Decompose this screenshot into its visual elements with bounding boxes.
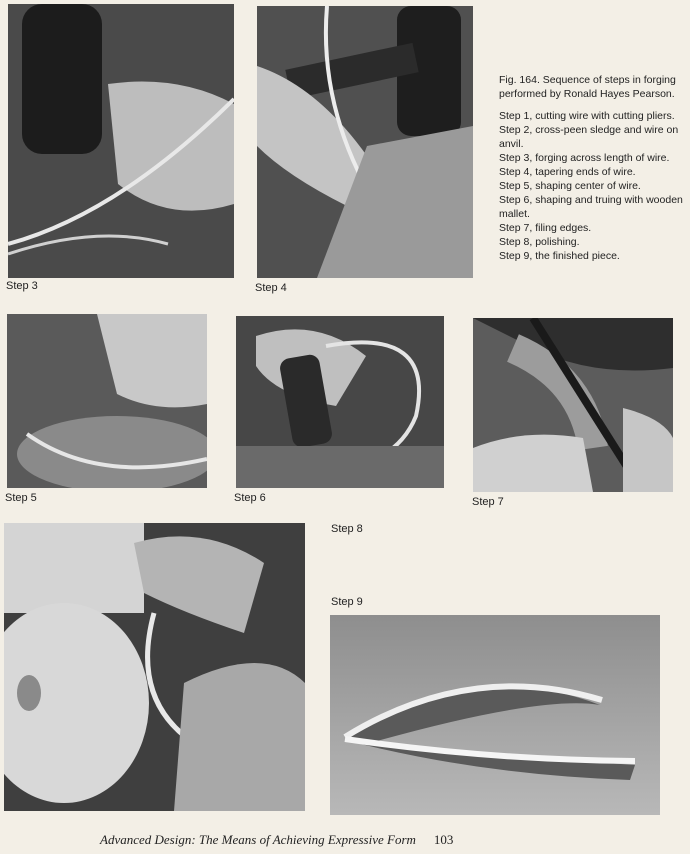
photo-step-9	[330, 615, 660, 815]
label-step-5: Step 5	[5, 492, 37, 504]
label-step-7: Step 7	[472, 496, 504, 508]
book-title: Advanced Design: The Means of Achieving Expressive Form	[100, 832, 416, 847]
label-step-9: Step 9	[331, 596, 363, 608]
photo-step-5	[7, 314, 207, 488]
caption-step-9: Step 9, the finished piece.	[499, 250, 620, 262]
photo-step-8-image	[4, 523, 305, 811]
caption-step-3: Step 3, forging across length of wire.	[499, 152, 670, 164]
caption-step-6: Step 6, shaping and truing with wooden mallet.	[499, 194, 683, 220]
photo-step-5-image	[7, 314, 207, 488]
photo-step-7-image	[473, 318, 673, 492]
photo-step-6-image	[236, 316, 444, 488]
caption-step-1: Step 1, cutting wire with cutting pliers.	[499, 110, 675, 122]
photo-step-4-image	[257, 6, 473, 278]
caption-step-7: Step 7, filing edges.	[499, 222, 592, 234]
figure-title: Fig. 164. Sequence of steps in forging performed by Ronald Hayes Pearson.	[499, 74, 676, 100]
page-footer	[100, 832, 453, 848]
caption-step-4: Step 4, tapering ends of wire.	[499, 166, 636, 178]
photo-step-9-image	[330, 615, 660, 815]
caption-step-5: Step 5, shaping center of wire.	[499, 180, 641, 192]
photo-step-7	[473, 318, 673, 492]
photo-step-8	[4, 523, 305, 811]
caption-step-2: Step 2, cross-peen sledge and wire on anvil.	[499, 124, 679, 150]
label-step-8: Step 8	[331, 523, 363, 535]
figure-caption	[499, 73, 689, 263]
caption-step-8: Step 8, polishing.	[499, 236, 580, 248]
photo-step-6	[236, 316, 444, 488]
photo-step-3-image	[8, 4, 234, 278]
photo-step-3	[8, 4, 234, 278]
page-number: 103	[433, 832, 454, 847]
label-step-3: Step 3	[6, 280, 38, 292]
label-step-6: Step 6	[234, 492, 266, 504]
photo-step-4	[257, 6, 473, 278]
label-step-4: Step 4	[255, 282, 287, 294]
